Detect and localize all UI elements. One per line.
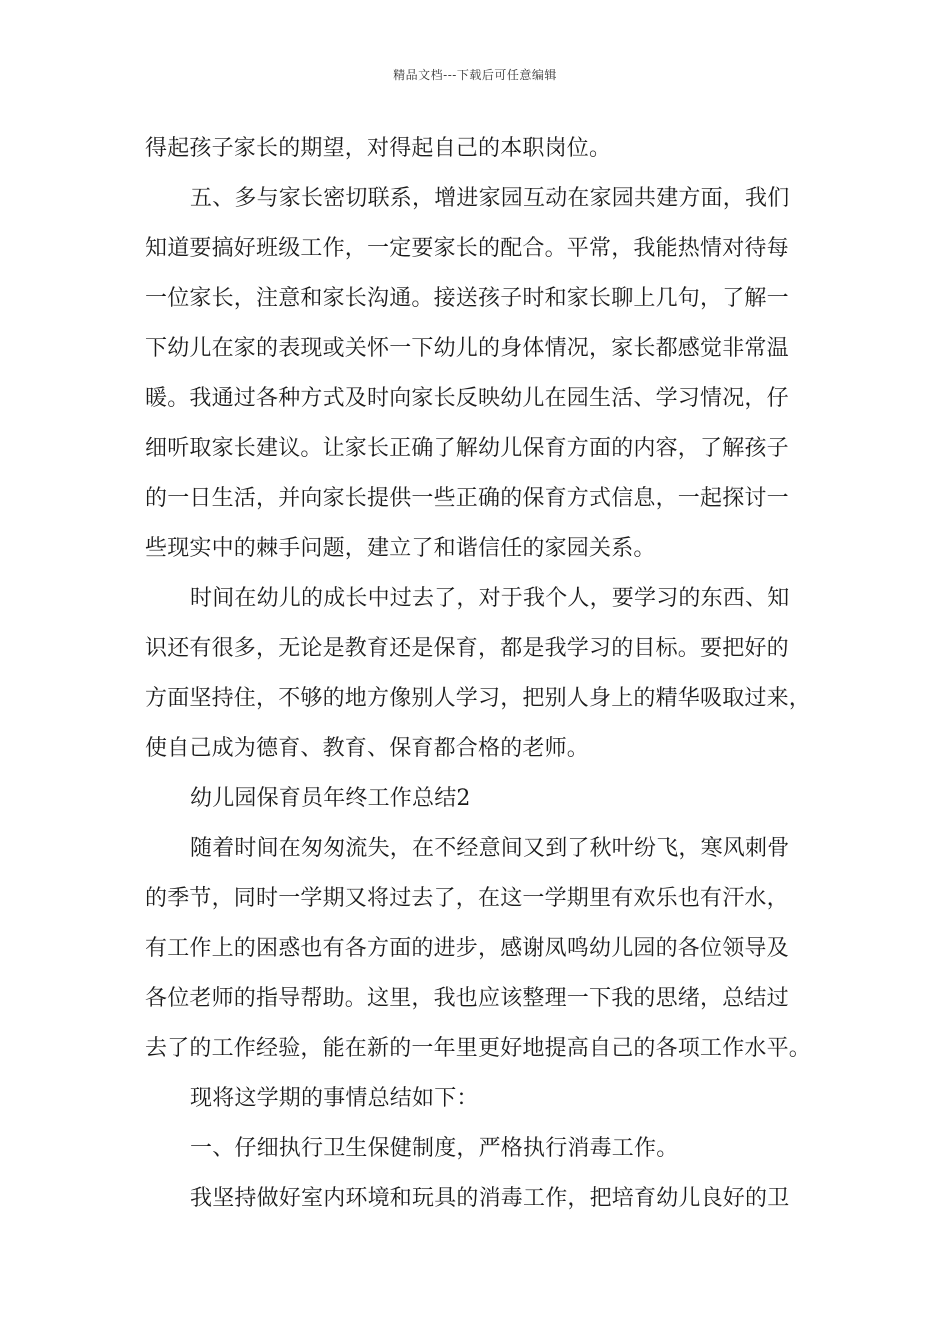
text-line: 我坚持做好室内环境和玩具的消毒工作，把培育幼儿良好的卫 <box>190 1186 790 1211</box>
text-line: 五、多与家长密切联系，增进家园互动在家园共建方面，我们 <box>190 186 790 211</box>
document-body <box>145 131 820 1231</box>
text-line: 一位家长，注意和家长沟通。接送孩子时和家长聊上几句，了解一 <box>145 286 789 311</box>
page-header: 精品文档---下载后可任意编辑 <box>393 68 557 82</box>
text-line: 得起孩子家长的期望，对得起自己的本职岗位。 <box>145 136 612 161</box>
text-line: 使自己成为德育、教育、保育都合格的老师。 <box>145 736 590 761</box>
text-line: 时间在幼儿的成长中过去了，对于我个人，要学习的东西、知 <box>190 586 790 611</box>
text-line: 知道要搞好班级工作，一定要家长的配合。平常，我能热情对待每 <box>145 236 789 261</box>
text-line: 的一日生活，并向家长提供一些正确的保育方式信息，一起探讨一 <box>145 486 789 511</box>
text-line: 现将这学期的事情总结如下： <box>190 1086 479 1111</box>
text-line: 暖。我通过各种方式及时向家长反映幼儿在园生活、学习情况，仔 <box>145 386 789 411</box>
text-line: 方面坚持住，不够的地方像别人学习，把别人身上的精华吸取过来， <box>145 686 812 711</box>
text-line: 去了的工作经验，能在新的一年里更好地提高自己的各项工作水平。 <box>145 1036 812 1061</box>
text-line: 各位老师的指导帮助。这里，我也应该整理一下我的思绪，总结过 <box>145 986 789 1011</box>
text-line: 随着时间在匆匆流失，在不经意间又到了秋叶纷飞，寒风刺骨 <box>190 836 790 861</box>
text-line: 的季节，同时一学期又将过去了，在这一学期里有欢乐也有汗水， <box>145 886 789 911</box>
text-line: 一、仔细执行卫生保健制度，严格执行消毒工作。 <box>190 1136 679 1161</box>
text-line: 有工作上的困惑也有各方面的进步，感谢凤鸣幼儿园的各位领导及 <box>145 936 789 961</box>
text-line: 识还有很多，无论是教育还是保育，都是我学习的目标。要把好的 <box>145 636 789 661</box>
text-line: 细听取家长建议。让家长正确了解幼儿保育方面的内容，了解孩子 <box>145 436 789 461</box>
text-line: 下幼儿在家的表现或关怀一下幼儿的身体情况，家长都感觉非常温 <box>145 336 789 361</box>
text-line: 些现实中的棘手问题，建立了和谐信任的家园关系。 <box>145 536 656 561</box>
section-title: 幼儿园保育员年终工作总结2 <box>190 786 471 811</box>
